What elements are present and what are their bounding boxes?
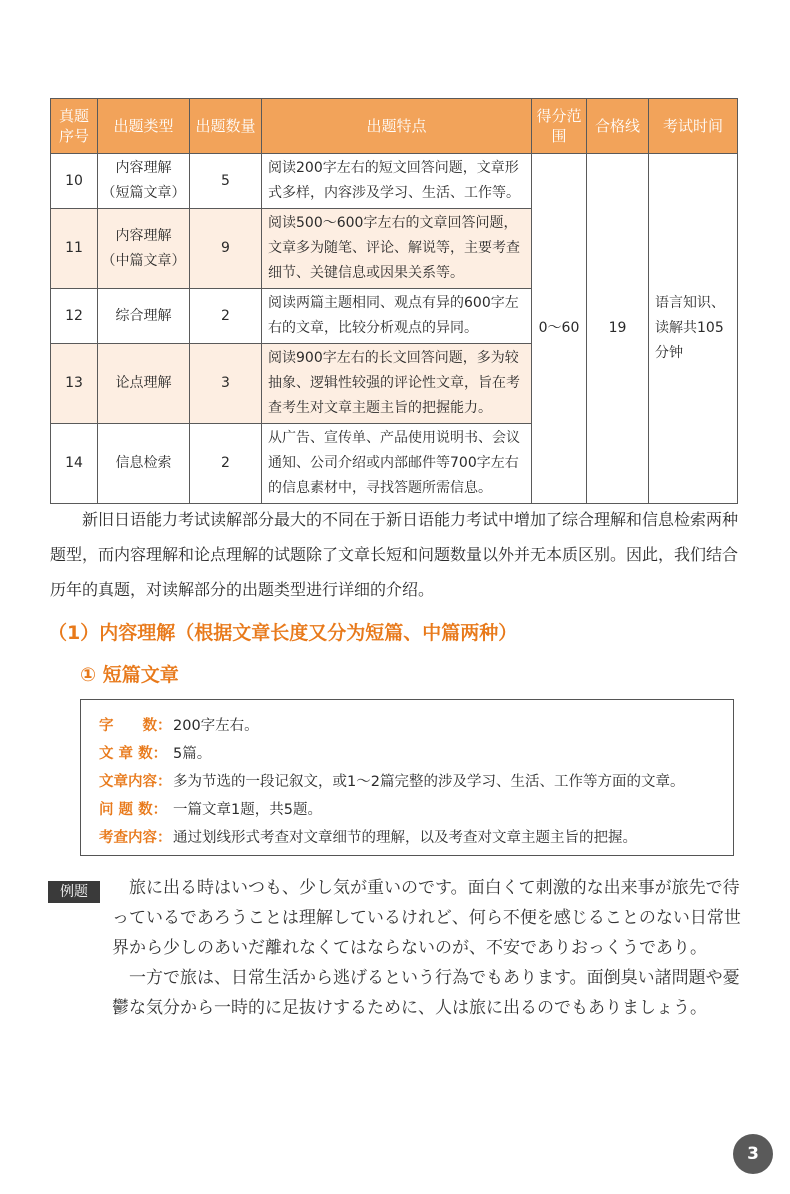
header-count: 出题数量 bbox=[190, 99, 262, 154]
exam-structure-table bbox=[50, 98, 738, 504]
row-count: 3 bbox=[190, 344, 262, 424]
row-type: 内容理解 （短篇文章） bbox=[98, 154, 190, 209]
example-tag: 例题 bbox=[48, 881, 100, 903]
page-number: 3 bbox=[733, 1134, 773, 1174]
header-exam-time: 考试时间 bbox=[649, 99, 738, 154]
info-row-word-count: 字 数： 200字左右。 bbox=[99, 718, 259, 734]
score-range: 0～60 bbox=[532, 154, 587, 504]
row-feature: 阅读500～600字左右的文章回答问题，文章多为随笔、评论、解说等，主要考查细节、关键信息或因果关系等。 bbox=[262, 209, 532, 289]
row-number: 14 bbox=[51, 424, 98, 504]
row-type: 论点理解 bbox=[98, 344, 190, 424]
row-type: 综合理解 bbox=[98, 289, 190, 344]
subsection-heading: ① 短篇文章 bbox=[80, 664, 179, 686]
row-count: 9 bbox=[190, 209, 262, 289]
example-paragraph: 旅に出る時はいつも、少し気が重いのです。面白くて刺激的な出来事が旅先で待っているであろうことは理解しているけれど、何ら不便を感じることのない日常世界から少しのあいだ離れなくてはならないのが、不安でありおっくうであり。 bbox=[112, 878, 741, 958]
row-feature: 阅读两篇主题相同、观点有异的600字左右的文章，比较分析观点的异同。 bbox=[262, 289, 532, 344]
row-count: 5 bbox=[190, 154, 262, 209]
header-type: 出题类型 bbox=[98, 99, 190, 154]
header-number: 真题序号 bbox=[51, 99, 98, 154]
row-number: 12 bbox=[51, 289, 98, 344]
info-row-question-count: 问 题 数： 一篇文章1题，共5题。 bbox=[99, 802, 322, 818]
header-score-range: 得分范围 bbox=[532, 99, 587, 154]
row-count: 2 bbox=[190, 424, 262, 504]
example-paragraph: 一方で旅は、日常生活から逃げるという行為でもあります。面倒臭い諸問題や憂鬱な気分から一時的に足抜けするために、人は旅に出るのでもありましょう。 bbox=[112, 968, 740, 1018]
exam-time: 语言知识、读解共105分钟 bbox=[649, 154, 738, 504]
info-row-content: 文章内容： 多为节选的一段记叙文，或1～2篇完整的涉及学习、生活、工作等方面的文章。 bbox=[99, 774, 685, 790]
info-row-assessment: 考查内容： 通过划线形式考查对文章细节的理解，以及考查对文章主题主旨的把握。 bbox=[99, 830, 637, 846]
intro-paragraph: 新旧日语能力考试读解部分最大的不同在于新日语能力考试中增加了综合理解和信息检索两种题型，而内容理解和论点理解的试题除了文章长短和问题数量以外并无本质区别。因此，我们结合历年的真题，对读解部分的出题类型进行详细的介绍。 bbox=[50, 510, 739, 599]
info-box bbox=[80, 699, 734, 856]
table-header-row bbox=[51, 99, 738, 154]
info-row-article-count: 文 章 数： 5篇。 bbox=[99, 746, 212, 762]
header-feature: 出题特点 bbox=[262, 99, 532, 154]
row-number: 11 bbox=[51, 209, 98, 289]
table-row bbox=[51, 154, 738, 209]
header-pass-line: 合格线 bbox=[587, 99, 649, 154]
row-count: 2 bbox=[190, 289, 262, 344]
row-type: 信息检索 bbox=[98, 424, 190, 504]
row-feature: 阅读900字左右的长文回答问题，多为较抽象、逻辑性较强的评论性文章，旨在考查考生对文章主题主旨的把握能力。 bbox=[262, 344, 532, 424]
row-feature: 从广告、宣传单、产品使用说明书、会议通知、公司介绍或内部邮件等700字左右的信息素材中，寻找答题所需信息。 bbox=[262, 424, 532, 504]
row-number: 13 bbox=[51, 344, 98, 424]
pass-line: 19 bbox=[587, 154, 649, 504]
row-number: 10 bbox=[51, 154, 98, 209]
example-text bbox=[112, 873, 742, 1023]
section-heading: （1）内容理解（根据文章长度又分为短篇、中篇两种） bbox=[48, 622, 518, 644]
row-feature: 阅读200字左右的短文回答问题，文章形式多样，内容涉及学习、生活、工作等。 bbox=[262, 154, 532, 209]
row-type: 内容理解 （中篇文章） bbox=[98, 209, 190, 289]
